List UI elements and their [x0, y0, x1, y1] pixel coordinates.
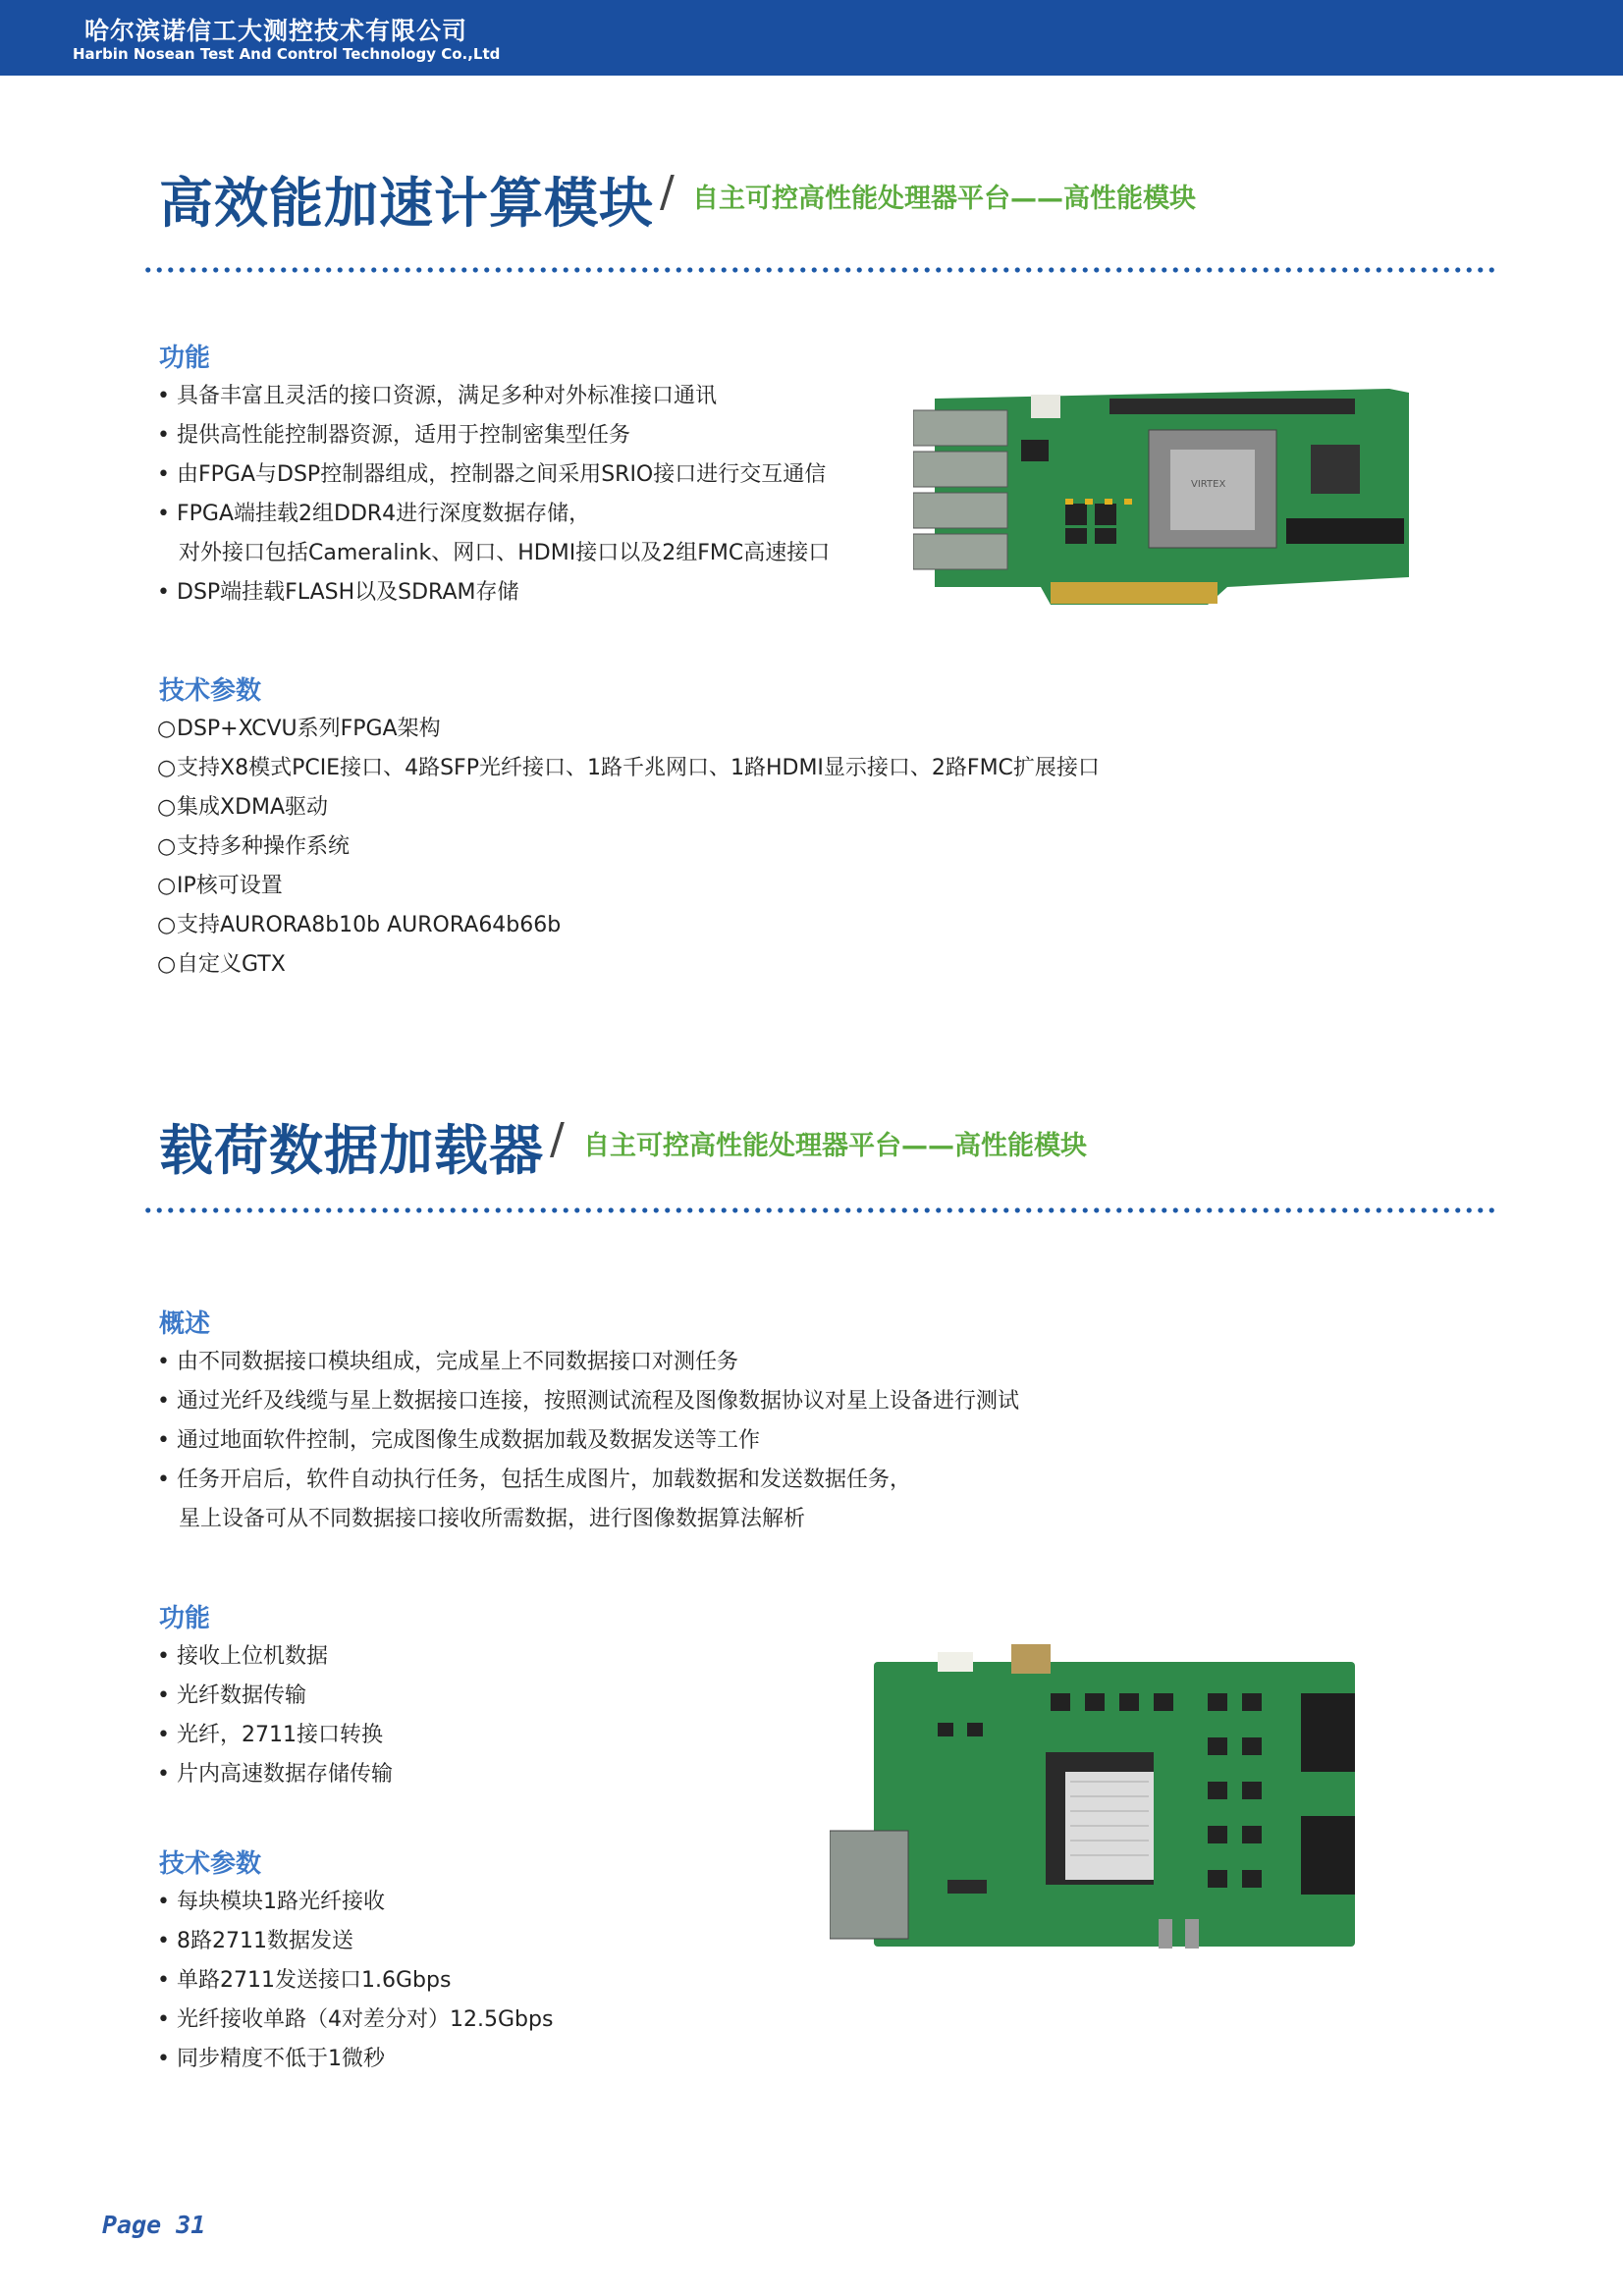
header-bar [0, 0, 1623, 76]
bullet-icon: • [157, 1762, 170, 1787]
list-item: • 片内高速数据存储传输 [157, 1755, 393, 1794]
list-item: • 任务开启后，软件自动执行任务，包括生成图片，加载数据和发送数据任务， [157, 1461, 1019, 1500]
bullet-icon: • [157, 1890, 170, 1914]
circle-bullet-icon: ○ [157, 834, 177, 859]
circle-bullet-icon: ○ [157, 913, 177, 937]
list-item-continuation: 星上设备可从不同数据接口接收所需数据，进行图像数据算法解析 [179, 1507, 806, 1531]
section1-specs-heading: 技术参数 [159, 676, 262, 706]
bullet-icon: • [157, 1723, 170, 1747]
list-item: ○支持X8模式PCIE接口、4路SFP光纤接口、1路千兆网口、1路HDMI显示接口、2路FMC扩展接口 [157, 749, 1100, 788]
list-item: ○支持多种操作系统 [157, 828, 1100, 867]
list-item: • 同步精度不低于1微秒 [157, 2040, 553, 2079]
bullet-icon: • [157, 1968, 170, 1993]
circle-bullet-icon: ○ [157, 795, 177, 820]
list-item: • 由FPGA与DSP控制器组成，控制器之间采用SRIO接口进行交互通信 [157, 455, 830, 495]
bullet-icon: • [157, 1350, 170, 1374]
bullet-icon: • [157, 462, 170, 487]
bullet-icon: • [157, 1428, 170, 1453]
bullet-icon: • [157, 1929, 170, 1953]
list-item: • 具备丰富且灵活的接口资源，满足多种对外标准接口通讯 [157, 377, 830, 416]
list-item: • FPGA端挂载2组DDR4进行深度数据存储， [157, 495, 830, 534]
circle-bullet-icon: ○ [157, 874, 177, 898]
section1-features-heading: 功能 [159, 344, 211, 373]
section2-subtitle: 自主可控高性能处理器平台——高性能模块 [583, 1131, 1087, 1161]
section2-overview-list [157, 1343, 1019, 1539]
list-item: • 每块模块1路光纤接收 [157, 1883, 553, 1922]
list-item: ○IP核可设置 [157, 867, 1100, 906]
bullet-icon: • [157, 2047, 170, 2071]
circle-bullet-icon: ○ [157, 952, 177, 977]
accelerator-board-photo [913, 381, 1414, 607]
circle-bullet-icon: ○ [157, 717, 177, 741]
section2-specs-list [157, 1883, 553, 2079]
section2-slash: / [550, 1114, 565, 1164]
list-item: • 提供高性能控制器资源，适用于控制密集型任务 [157, 416, 830, 455]
list-item: • 由不同数据接口模块组成，完成星上不同数据接口对测任务 [157, 1343, 1019, 1382]
list-item: ○DSP+XCVU系列FPGA架构 [157, 710, 1100, 749]
company-name-cn: 哈尔滨诺信工大测控技术有限公司 [84, 17, 468, 45]
list-item: • 光纤数据传输 [157, 1677, 393, 1716]
section2-specs-heading: 技术参数 [159, 1849, 262, 1879]
section2-title: 载荷数据加载器 [159, 1119, 545, 1182]
section1-title: 高效能加速计算模块 [159, 172, 655, 235]
company-name-en: Harbin Nosean Test And Control Technology Co.,Ltd [73, 45, 501, 63]
bullet-icon: • [157, 580, 170, 605]
svg-text:VIRTEX: VIRTEX [1191, 479, 1226, 490]
list-item: ○支持AURORA8b10b AURORA64b66b [157, 906, 1100, 945]
payload-loader-board-photo [830, 1634, 1365, 1983]
list-item: • 单路2711发送接口1.6Gbps [157, 1961, 553, 2001]
accelerator-board-image [913, 381, 1414, 607]
section2-features-heading: 功能 [159, 1604, 211, 1633]
section2-divider [142, 1207, 1500, 1213]
bullet-icon: • [157, 1389, 170, 1414]
section2-overview-heading: 概述 [159, 1309, 211, 1339]
bullet-icon: • [157, 502, 170, 526]
list-item: ○集成XDMA驱动 [157, 788, 1100, 828]
section1-features-list [157, 377, 830, 613]
bullet-icon: • [157, 423, 170, 448]
bullet-icon: • [157, 1683, 170, 1708]
section1-specs-list [157, 710, 1100, 985]
bullet-icon: • [157, 2007, 170, 2032]
list-item: • DSP端挂载FLASH以及SDRAM存储 [157, 573, 830, 613]
list-item: • 接收上位机数据 [157, 1637, 393, 1677]
list-item: • 通过光纤及线缆与星上数据接口连接，按照测试流程及图像数据协议对星上设备进行测试 [157, 1382, 1019, 1421]
list-item: ○自定义GTX [157, 945, 1100, 985]
payload-loader-board-image [830, 1634, 1365, 1983]
bullet-icon: • [157, 384, 170, 408]
section1-divider [142, 267, 1500, 273]
page-number: Page 31 [102, 2211, 206, 2239]
list-item: • 8路2711数据发送 [157, 1922, 553, 1961]
section1-subtitle: 自主可控高性能处理器平台——高性能模块 [692, 184, 1196, 214]
section2-features-list [157, 1637, 393, 1794]
bullet-icon: • [157, 1468, 170, 1492]
section1-slash: / [660, 167, 675, 217]
list-item: • 光纤，2711接口转换 [157, 1716, 393, 1755]
bullet-icon: • [157, 1644, 170, 1669]
list-item: • 光纤接收单路（4对差分对）12.5Gbps [157, 2001, 553, 2040]
list-item: • 通过地面软件控制，完成图像生成数据加载及数据发送等工作 [157, 1421, 1019, 1461]
list-item-continuation: 对外接口包括Cameralink、网口、HDMI接口以及2组FMC高速接口 [179, 541, 831, 565]
circle-bullet-icon: ○ [157, 756, 177, 780]
